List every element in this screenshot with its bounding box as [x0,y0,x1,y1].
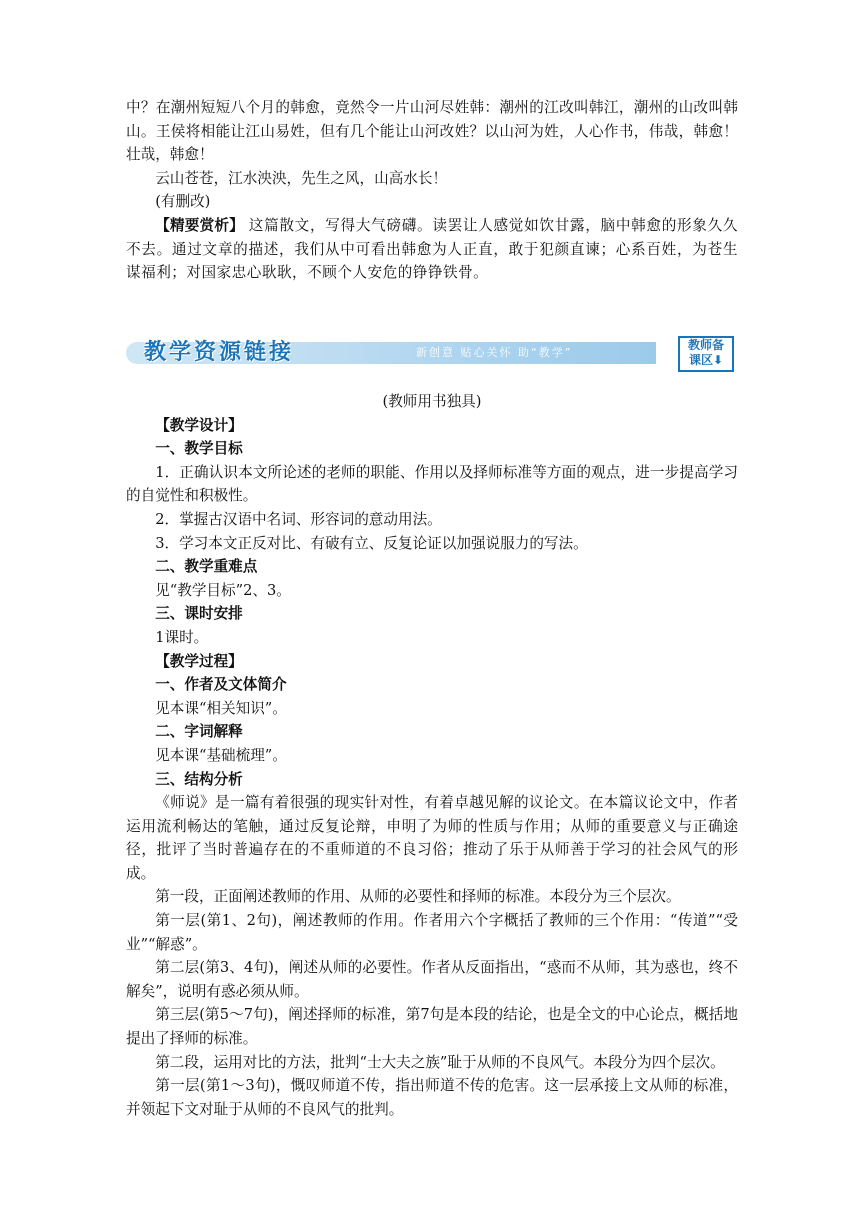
structure-intro: 《师说》是一篇有着很强的现实针对性，有着卓越见解的议论文。在本篇议论文中，作者运用流利畅达的笔触，通过反复论辩，申明了为师的性质与作用；从师的重要意义与正确途径，批评了当时普遍存在的不重师道的不良习俗；推动了乐于从师善于学习的社会风气的形成。 [126,794,738,882]
layer-two: 第二层(第3、4句)，阐述从师的必要性。作者从反面指出，“惑而不从师，其为惑也，终不解矣”，说明有惑必须从师。 [126,959,738,1000]
process-heading: 【教学过程】 [155,652,243,670]
badge-line-1: 教师备 [687,338,724,352]
layer-three: 第三层(第5～7句)，阐述择师的标准，第7句是本段的结论，也是全文的中心论点，概括地提出了择师的标准。 [126,1006,738,1048]
paragraph-closing-line: 云山苍苍，江水泱泱，先生之风，山高水长！ [155,169,448,187]
paragraph-two-summary: 第二段，运用对比的方法，批判“士大夫之族”耻于从师的不良风气。本段分为四个层次。 [155,1053,725,1071]
words-heading: 二、字词解释 [155,723,243,741]
key-heading: 二、教学重难点 [155,558,258,576]
author-text: 见本课“相关知识”。 [155,699,287,717]
paragraph-one-summary: 第一段，正面阐述教师的作用、从师的必要性和择师的标准。本段分为三个层次。 [155,888,681,906]
appreciation-paragraph [126,214,738,285]
author-heading: 一、作者及文体简介 [155,676,287,694]
teacher-only-note: (教师用书独具) [382,393,482,410]
goal-3: 3．学习本文正反对比、有破有立、反复论证以加强说服力的写法。 [155,534,588,552]
section-banner [126,336,738,370]
source-note: (有删改) [155,193,211,211]
teacher-prep-badge [678,336,734,372]
goal-1: 1．正确认识本文所论述的老师的职能、作用以及择师标准等方面的观点，进一步提高学习的自觉性和积极性。 [126,463,738,505]
banner-slogan: 新创意 贴心关怀 助“教学” [416,346,573,359]
lower-section [126,390,738,1121]
appreciation-text: 这篇散文，写得大气磅礴。读罢让人感觉如饮甘露，脑中韩愈的形象久久不去。通过文章的描述，我们从中可看出韩愈为人正直，敢于犯颜直谏；心系百姓，为苍生谋福利；对国家忠心耿耿，不顾个人安危的铮铮铁骨。 [126,216,738,282]
goal-2: 2．掌握古汉语中名词、形容词的意动用法。 [155,510,442,528]
structure-heading: 三、结构分析 [155,770,243,788]
time-heading: 三、课时安排 [155,605,243,623]
layer-four: 第一层(第1～3句)，慨叹师道不传，指出师道不传的危害。这一层承接上文从师的标准，并领起下文对耻于从师的不良风气的批判。 [126,1077,738,1118]
goal-heading: 一、教学目标 [155,440,243,458]
words-text: 见本课“基础梳理”。 [155,746,287,764]
design-heading: 【教学设计】 [155,416,243,434]
time-text: 1课时。 [155,628,209,646]
top-section [126,96,738,285]
banner-title: 教学资源链接 [144,340,295,365]
appreciation-label: 【精要赏析】 [155,216,244,234]
paragraph-han-yu-mountains: 中？在潮州短短八个月的韩愈，竟然令一片山河尽姓韩：潮州的江改叫韩江，潮州的山改叫韩山。王侯将相能让江山易姓，但有几个能让山河改姓？以山河为姓，人心作书，伟哉，韩愈！壮哉，韩愈！ [126,99,738,164]
key-text: 见“教学目标”2、3。 [155,581,291,599]
badge-line-2: 课区⬇ [688,353,724,367]
layer-one: 第一层(第1、2句)，阐述教师的作用。作者用六个字概括了教师的三个作用：“传道”“受业”“解惑”。 [126,912,738,953]
